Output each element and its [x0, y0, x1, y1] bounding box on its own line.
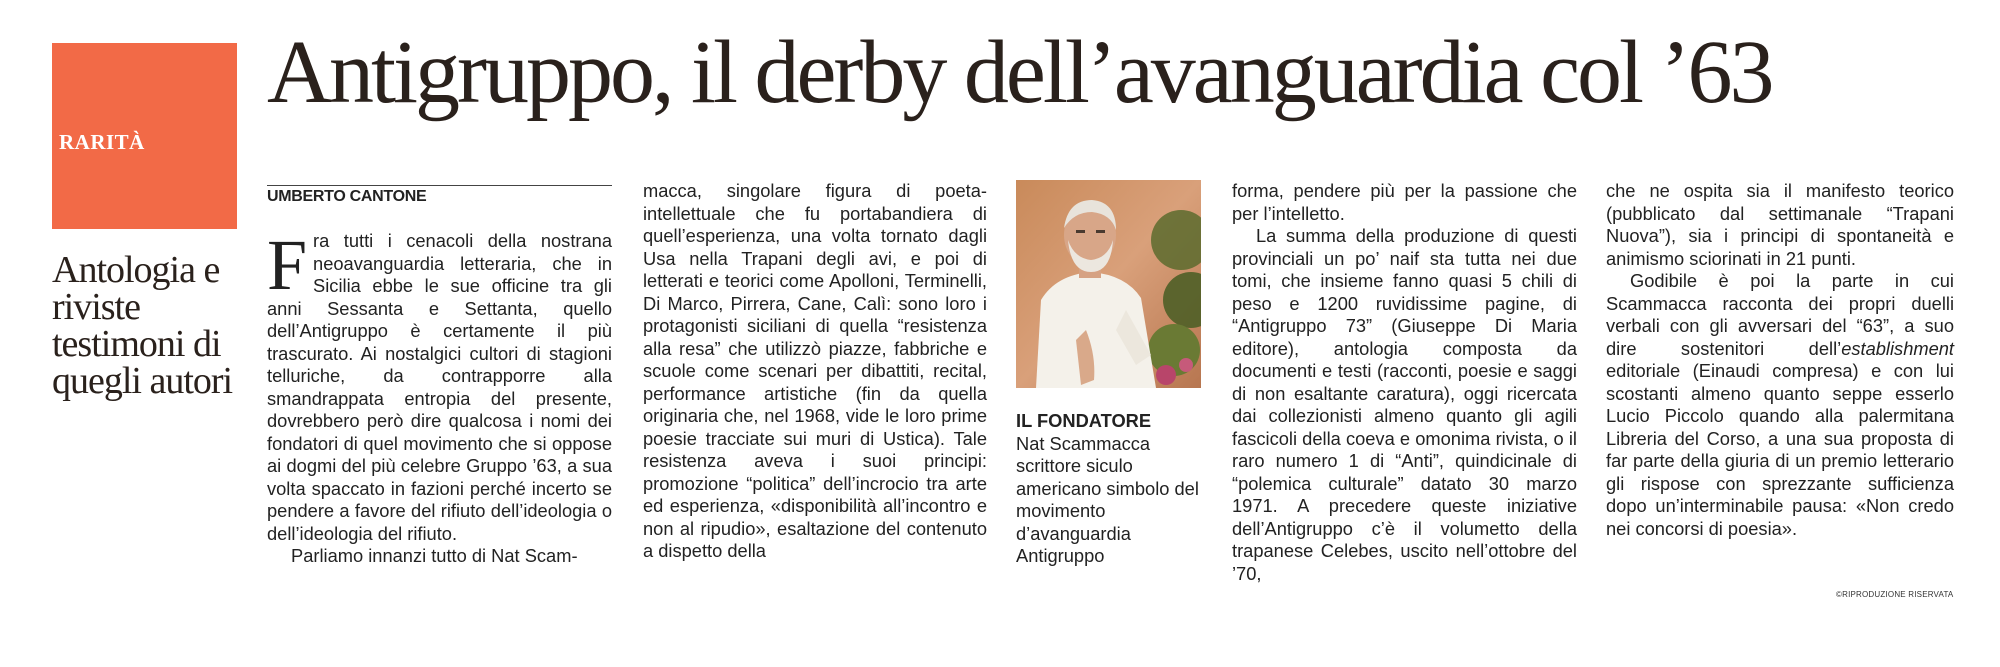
- paragraph-text: ra tutti i cenacoli della nostrana neoavanguardia letteraria, che in Sicilia ebbe le sue officine tra gli anni Sessanta e Settanta, quello dell’Antigruppo è certamente il più trascurato. Ai nostalgici cultori di stagioni telluriche, da contrapporre alla smandrappata entropia del presente, dovrebbero però dire qualcosa i nomi dei fondatori di quel movimento che si oppose ai dogmi del più celebre Gruppo ’63, a sua volta spaccato in fazioni perché incerto se pendere a favore del rifiuto dell’ideologia o dell’ideologia del rifiuto.: [267, 230, 612, 544]
- article-column-1: [267, 225, 612, 568]
- caption-heading: IL FONDATORE: [1016, 410, 1152, 431]
- byline-rule: [267, 185, 612, 186]
- article-paragraph: che ne ospita sia il manifesto teorico (pubblicato dal settimanale “Trapani Nuova”), sia i principi di spontaneità e animismo sciorinati in 21 punti.: [1606, 180, 1954, 269]
- headline: Antigruppo, il derby dell’avanguardia col ’63: [267, 23, 1772, 122]
- section-tag: [52, 43, 237, 229]
- byline: UMBERTO CANTONE: [267, 188, 427, 205]
- article-paragraph: [1606, 270, 1954, 540]
- article-paragraph: forma, pendere più per la passione che per l’intelletto.: [1232, 180, 1577, 224]
- article-paragraph: Parliamo innanzi tutto di Nat Scam-: [291, 545, 578, 566]
- paragraph-text: Godibile è poi la parte in cui Scammacca racconta dei propri duelli verbali con gli avversari del “63”, a suo dire sostenitori dell’: [1606, 270, 1954, 359]
- paragraph-text: editoriale (Einaudi compresa) e con lui scostanti almeno quanto seppe esserlo Lucio Piccolo quando alla palermitana Libreria del Corso, a una sua proposta di far parte della giuria di un premio letterario gli rispose con sprezzante sufficienza dopo un’interminabile pausa: «Non credo nei concorsi di poesia».: [1606, 360, 1954, 539]
- subtitle: Antologia e riviste testimoni di quegli autori: [52, 249, 233, 402]
- italic-term: establishment: [1841, 337, 1954, 359]
- photo-caption: [1016, 410, 1206, 568]
- drop-cap: F: [267, 225, 308, 305]
- article-column-5: [1606, 180, 1954, 540]
- photo-portrait: [1016, 180, 1201, 388]
- caption-text: Nat Scammacca scrittore siculo americano simbolo del movimento d’avanguardia Antigruppo: [1016, 432, 1199, 566]
- copyright-notice: ©RIPRODUZIONE RISERVATA: [1836, 590, 1954, 599]
- article-column-2: [643, 180, 987, 563]
- article-paragraph: macca, singolare figura di poeta-intellettuale che fu portabandiera di quell’esperienza, una volta tornato dagli Usa nella Trapani degli avi, e poi di letterati e teorici come Apolloni, Terminelli, Di Marco, Pirrera, Cane, Calì: sono loro i protagonisti siciliani di quella “resistenza alla resa” che utilizzò piazze, fabbriche e scuole come scenari per dibattiti, recital, performance artistiche (fin da quella originaria che, nel 1968, vide le loro prime poesie tracciate sui muri di Ustica). Tale resistenza aveva i suoi principi: promozione “politica” dell’incrocio tra arte ed esperienza, «disponibilità all’incontro e non al ripudio», esaltazione del contenuto a dispetto della: [643, 180, 987, 561]
- section-tag-label: RARITÀ: [59, 130, 145, 154]
- article-column-4: [1232, 180, 1577, 585]
- author-photo: [1016, 180, 1201, 388]
- article-paragraph: La summa della produzione di questi provinciali un po’ naif sta tutta nei due tomi, che insieme fanno quasi 5 chili di peso e 1200 ruvidissime pagine, di “Antigruppo 73” (Giuseppe Di Maria editore), antologia composta da documenti e testi (racconti, poesie e saggi di non esaltante caratura), oggi ricercata dai collezionisti almeno quanto gli agili fascicoli della coeva e omonima rivista, o il raro numero 1 di “Anti”, quindicinale di “polemica culturale” datato 30 marzo 1971. A precedere queste iniziative dell’Antigruppo c’è il volumetto della trapanese Celebes, uscito nell’ottobre del ’70,: [1232, 225, 1577, 584]
- article-paragraph: [267, 225, 612, 545]
